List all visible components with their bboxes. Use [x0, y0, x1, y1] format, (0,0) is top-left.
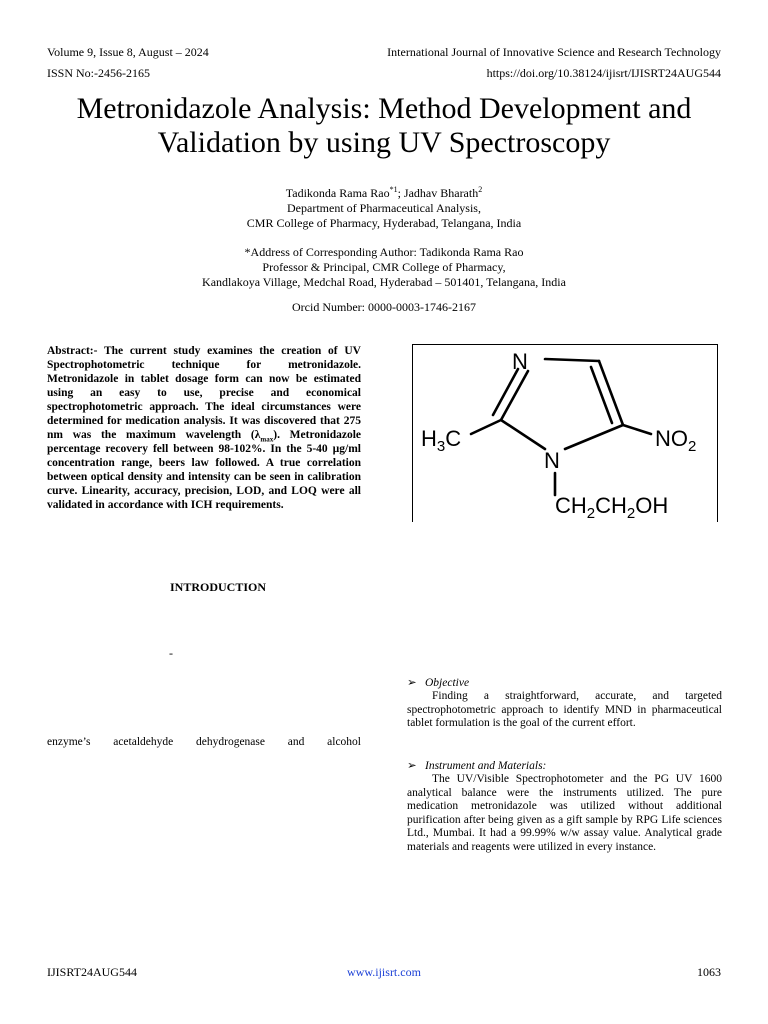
header-volume: Volume 9, Issue 8, August – 2024: [47, 45, 209, 59]
author-line: [0, 186, 768, 201]
correspondence-line-3: Kandlakoya Village, Medchal Road, Hyderabad – 501401, Telangana, India: [202, 275, 566, 289]
atom-n-ring: N: [544, 448, 560, 473]
bond-c5-c4: [599, 361, 623, 425]
objective-heading: Objective: [425, 677, 470, 689]
instrument-heading: Instrument and Materials:: [425, 760, 547, 772]
h3c-c: C: [445, 426, 462, 451]
chain-oh: OH: [635, 493, 669, 518]
abstract-sub: max: [260, 435, 274, 444]
metronidazole-structure: [413, 345, 719, 523]
chain-ch-2: CH: [595, 493, 627, 518]
group-no2: [655, 426, 696, 455]
bond-c5-c4-double: [591, 367, 612, 423]
author-2-sup: 2: [478, 185, 483, 194]
bond-n1-c5: [565, 425, 623, 449]
author-block: [0, 186, 768, 231]
correspondence-block: [0, 245, 768, 290]
no2-sub: 2: [688, 438, 697, 455]
author-dept: Department of Pharmaceutical Analysis,: [287, 201, 481, 215]
paper-title: [40, 92, 728, 160]
bond-c4-n: [545, 359, 599, 361]
header-journal: International Journal of Innovative Science and Research Technology: [387, 45, 721, 59]
structure-figure: [412, 344, 718, 522]
author-college: CMR College of Pharmacy, Hyderabad, Telangana, India: [246, 216, 522, 230]
correspondence-line-2: Professor & Principal, CMR College of Pharmacy,: [262, 260, 506, 274]
structure-labels: [421, 349, 696, 522]
header-issn: ISSN No:-2456-2165: [47, 66, 151, 80]
orcid: Orcid Number: 0000-0003-1746-2167: [292, 300, 476, 314]
abstract-part-2: ). Metronidazole percentage recovery fell between 98-102%. In the 5-40 µg/ml concentration range, beers law followed. A true correlation between optical density and intensity can be seen in calibration curve. Linearity, accuracy, precision, LOD, and LOQ were all validated in accordance with ICH requirements.: [47, 429, 361, 511]
abstract-part-1: Abstract:- The current study examines the creation of UV Spectrophotometric technique for metronidazole. Metronidazole in tablet dosage form can now be estimated using an easy to use, precise and economical spectrophotometric approach. The ideal circumstances were determined for medication analysis. It was discovered that 275 nm was the maximum wavelength (λ: [47, 345, 361, 441]
no2-no: NO: [655, 426, 688, 451]
stray-dash: -: [169, 646, 173, 660]
correspondence-line-1: *Address of Corresponding Author: Tadikonda Rama Rao: [244, 245, 524, 259]
author-1-sup: *1: [389, 185, 398, 194]
instrument-text: The UV/Visible Spectrophotometer and the PG UV 1600 analytical balance were the instruments utilized. The pure medication metronidazole was utilized without additional purification after being given as a gift sample by RPG Life sciences Ltd., Mumbai. It had a 99.99% w/w assay value. Analytical grade materials and reagents were utilized in every instance.: [407, 773, 722, 853]
header-doi[interactable]: https://doi.org/10.38124/ijisrt/IJISRT24AUG544: [486, 66, 721, 80]
instrument-bullet-icon: ➢: [407, 760, 417, 772]
structure-bonds: [471, 359, 651, 495]
chain-ch-1: CH: [555, 493, 587, 518]
objective-text: Finding a straightforward, accurate, and targeted spectrophotometric approach to identify MND in pharmaceutical tablet formulation is the goal of the current effort.: [407, 690, 722, 729]
atom-n-top: N: [512, 349, 528, 374]
abstract: [47, 344, 361, 512]
instrument-section: [407, 759, 722, 854]
h3c-sub: 3: [436, 438, 446, 455]
group-h3c: [421, 426, 461, 455]
bond-c2-n1: [501, 420, 545, 449]
author-separator: ; Jadhav Bharath: [397, 186, 479, 200]
enzyme-line: enzyme’s acetaldehyde dehydrogenase and alcohol: [47, 736, 361, 748]
introduction-heading: INTRODUCTION: [170, 580, 267, 594]
bond-c2-ch3: [471, 420, 501, 434]
group-chain: [555, 493, 668, 522]
objective-heading-row: [407, 676, 722, 690]
bond-n-c2-double: [493, 369, 518, 415]
footer-website-link[interactable]: www.ijisrt.com: [347, 965, 421, 979]
title-line-2: Validation by using UV Spectroscopy: [157, 126, 611, 159]
chain-sub-2: 2: [626, 505, 636, 522]
chain-sub-1: 2: [586, 505, 596, 522]
h3c-h: H: [421, 426, 437, 451]
title-line-1: Metronidazole Analysis: Method Development and: [76, 92, 692, 125]
objective-section: [407, 676, 722, 731]
objective-bullet-icon: ➢: [407, 677, 417, 689]
instrument-heading-row: [407, 759, 722, 773]
bond-c5-no2: [623, 425, 651, 434]
footer-page-number: 1063: [697, 965, 721, 979]
author-1: Tadikonda Rama Rao: [285, 186, 390, 200]
footer-id: IJISRT24AUG544: [47, 965, 137, 979]
